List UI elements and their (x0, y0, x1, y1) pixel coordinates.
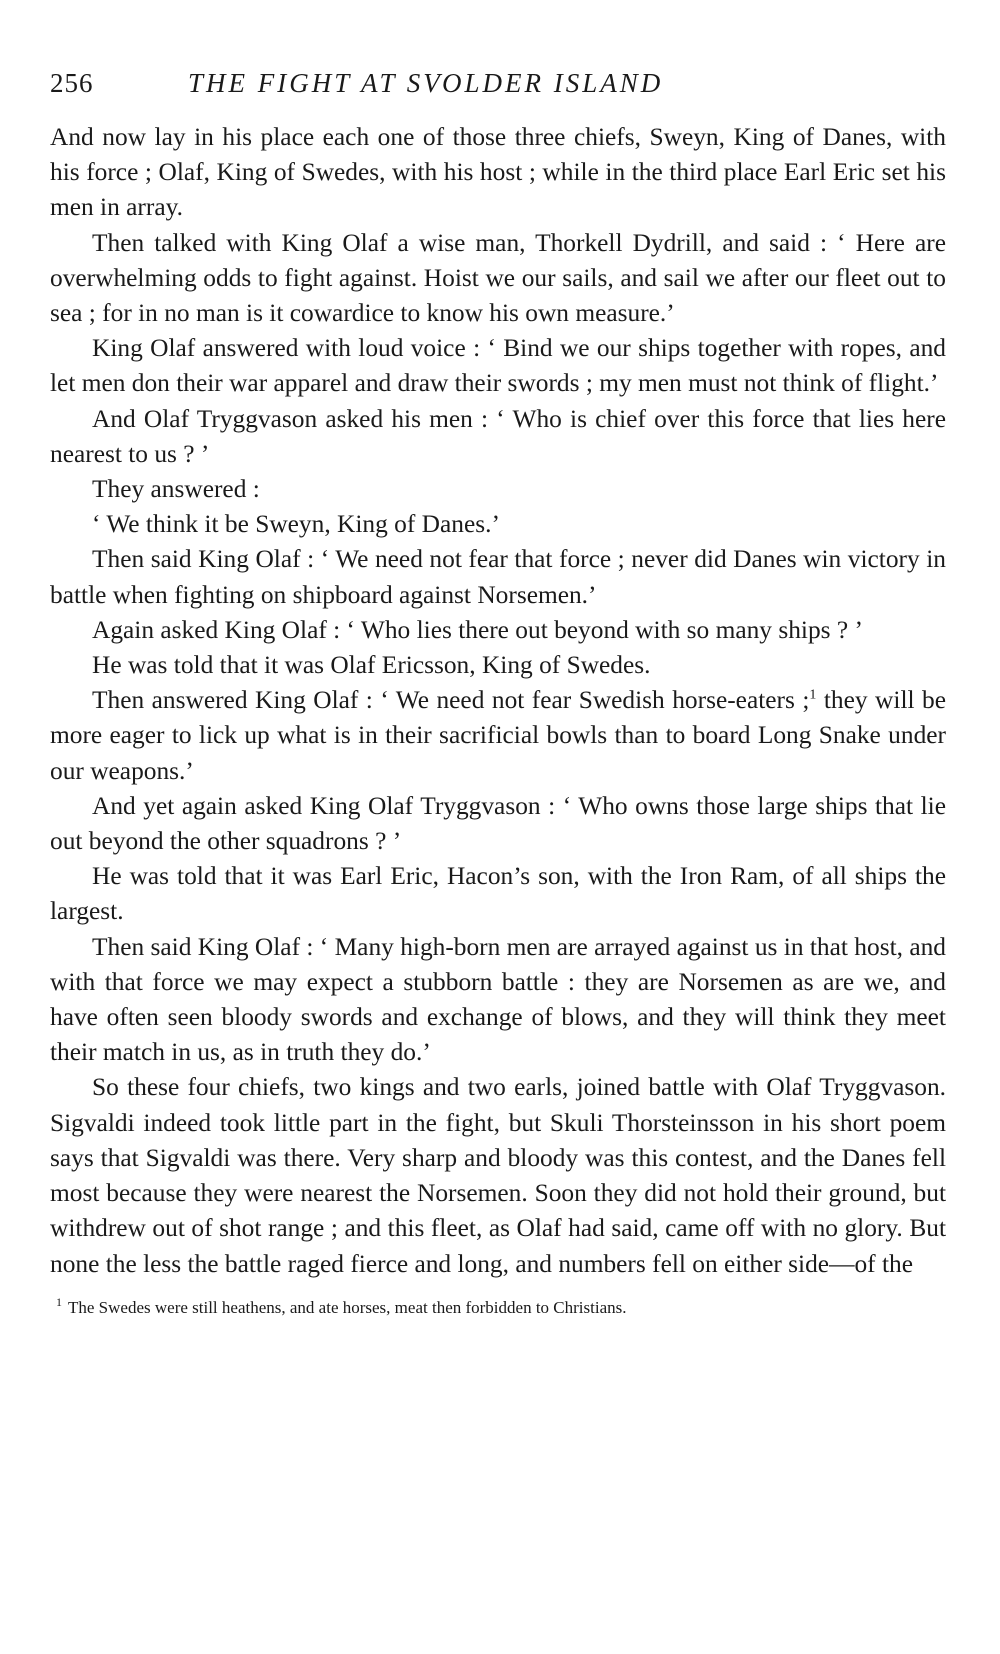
footnote (50, 1296, 946, 1320)
paragraph: Again asked King Olaf : ‘ Who lies there out beyond with so many ships ? ’ (92, 615, 863, 644)
paragraph: He was told that it was Olaf Ericsson, King of Swedes. (92, 651, 651, 680)
paragraph: Then said King Olaf : ‘ We need not fear that force ; never did Danes win victory in battle when fighting on shipboard against Norsemen.’ (50, 545, 946, 609)
paragraph: Then said King Olaf : ‘ Many high-born men are arrayed against us in that host, and with that force we may expect a stubborn battle : they are Norsemen as are we, and have often seen bloody swords and exchange of blows, and they will think they meet their match in us, as in truth they do.’ (50, 932, 946, 1067)
paragraph-text: they will be more eager to lick up what is in their sacrificial bowls than to board Long Snake under our weapons.’ (50, 686, 946, 785)
page-number: 256 (50, 68, 94, 98)
paragraph: Then talked with King Olaf a wise man, Thorkell Dydrill, and said : ‘ Here are overwhelming odds to fight against. Hoist we our sails, and sail we after our fleet out to sea ; for in no man is it cowardice to know his own measure.’ (50, 228, 946, 328)
paragraph: And now lay in his place each one of those three chiefs, Sweyn, King of Danes, with his force ; Olaf, King of Swedes, with his host ; while in the third place Earl Eric set his men in array. (50, 123, 946, 222)
paragraph (50, 683, 946, 789)
paragraph-text: Then answered King Olaf : ‘ We need not fear Swedish horse-eaters ; (92, 686, 810, 715)
footnote-mark: 1 (56, 1295, 62, 1310)
running-title: THE FIGHT AT SVOLDER ISLAND (188, 68, 664, 98)
paragraph: King Olaf answered with loud voice : ‘ Bind we our ships together with ropes, and let men don their war apparel and draw their swords ; my men must not think of flight.’ (50, 334, 946, 398)
book-page (50, 62, 946, 1320)
paragraph: And yet again asked King Olaf Tryggvason : ‘ Who owns those large ships that lie out beyond the other squadrons ? ’ (50, 791, 946, 856)
footnote-text: The Swedes were still heathens, and ate horses, meat then forbidden to Christians. (68, 1297, 627, 1317)
paragraph: He was told that it was Earl Eric, Hacon’s son, with the Iron Ram, of all ships the largest. (50, 862, 946, 926)
paragraph: ‘ We think it be Sweyn, King of Danes.’ (92, 510, 500, 539)
body-text (50, 120, 946, 1282)
footnote-reference: 1 (809, 687, 817, 703)
running-head (50, 62, 946, 104)
paragraph: So these four chiefs, two kings and two earls, joined battle with Olaf Tryggvason. Sigvaldi indeed took little part in the fight, but Skuli Thorsteinsson in his short poem says that Sigvaldi was there. Very sharp and bloody was this contest, and the Danes fell most because they were nearest the Norsemen. Soon they did not hold their ground, but withdrew out of shot range ; and this fleet, as Olaf had said, came off with no glory. But none the less the battle raged fierce and long, and numbers fell on either side—of the (50, 1073, 946, 1278)
paragraph: They answered : (92, 475, 260, 504)
paragraph: And Olaf Tryggvason asked his men : ‘ Who is chief over this force that lies here nearest to us ? ’ (50, 404, 946, 468)
